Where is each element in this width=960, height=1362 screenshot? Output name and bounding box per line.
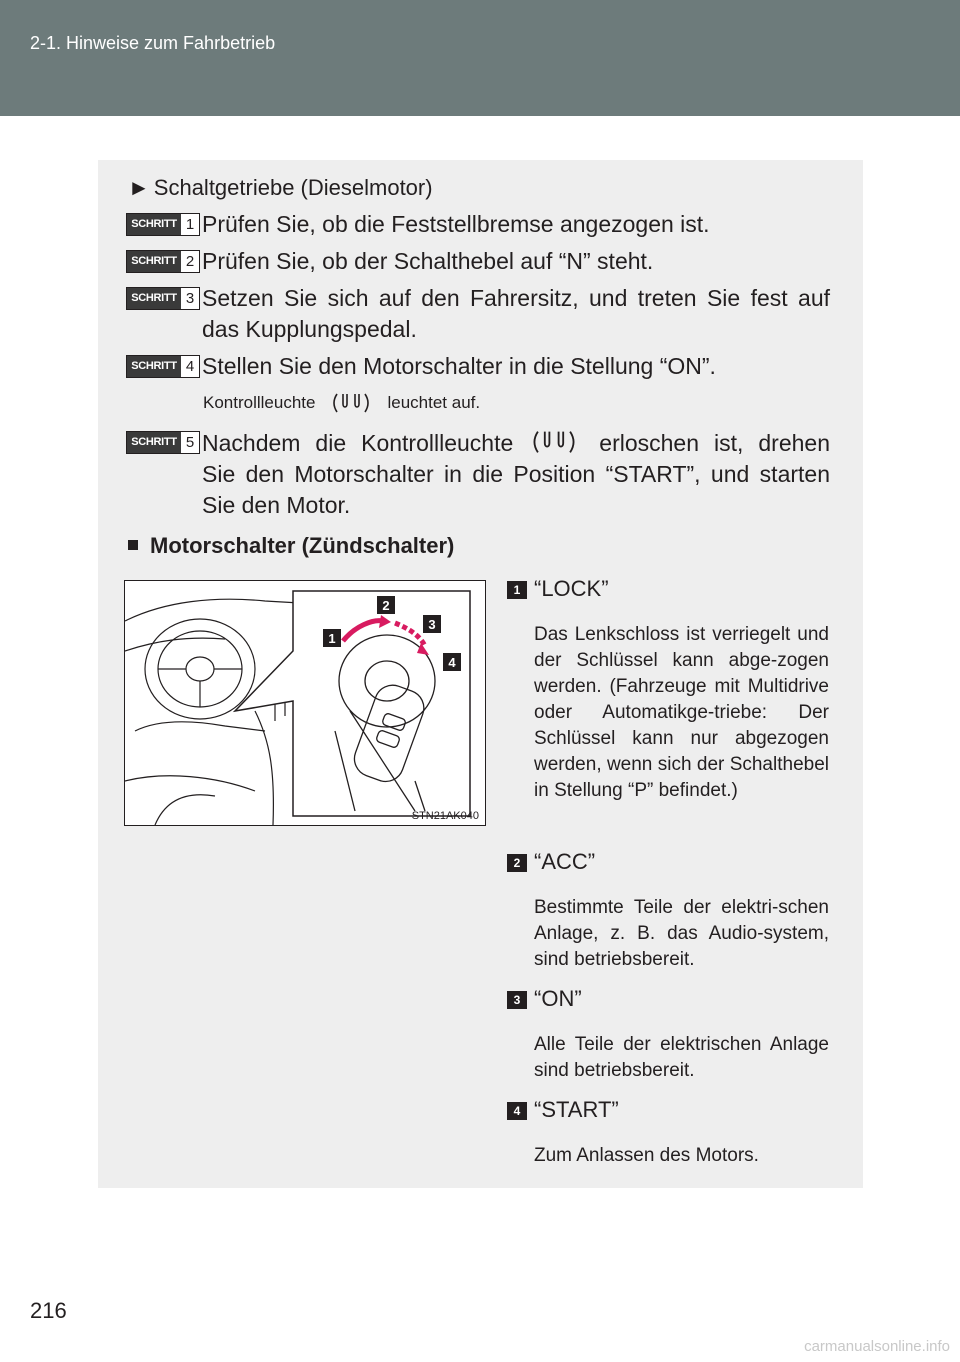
glow-plug-indicator-icon — [531, 427, 577, 457]
position-label: “LOCK” — [534, 576, 609, 601]
step-badge-word: SCHRITT — [127, 214, 181, 235]
position-label: “ON” — [534, 986, 582, 1011]
step-text: Prüfen Sie, ob die Feststellbremse angezogen ist. — [202, 211, 710, 237]
subsection-title — [128, 533, 454, 559]
step-badge-word: SCHRITT — [127, 288, 181, 309]
page-header — [0, 0, 960, 116]
step-badge — [126, 287, 200, 310]
step-badge-word: SCHRITT — [127, 356, 181, 377]
callout-4 — [443, 653, 461, 671]
step-text: Stellen Sie den Motorschalter in die Stellung “ON”. — [202, 353, 716, 379]
position-number: 4 — [507, 1102, 527, 1120]
svg-text:4: 4 — [448, 655, 456, 670]
step-badge-number: 4 — [185, 358, 195, 375]
step-badge-number: 2 — [185, 253, 195, 270]
step-text — [202, 427, 830, 521]
step-text: Setzen Sie sich auf den Fahrersitz, und treten Sie fest auf das Kupplungspedal. — [202, 285, 830, 342]
step-badge-number: 3 — [185, 290, 195, 307]
triangle-marker-icon: ► — [128, 175, 150, 200]
step-text-after: erloschen ist, drehen Sie den Motorschalter in die Position “START”, und starten Sie den Motor. — [202, 430, 831, 518]
position-number: 2 — [507, 854, 527, 872]
subsection-title-text: Motorschalter (Zündschalter) — [150, 533, 455, 558]
step-badge — [126, 431, 200, 454]
position-description: Das Lenkschloss ist verriegelt und der Schlüssel kann abge-zogen werden. (Fahrzeuge mit Multidrive oder Automatikge-triebe: Der Schlüssel kann nur abgezogen werden, wenn sich der Schalthebel in Stellung “P” befindet.) — [534, 624, 829, 801]
callout-2 — [377, 596, 395, 614]
callout-3 — [423, 615, 441, 633]
glow-plug-indicator-icon — [331, 390, 371, 416]
note-text-before: Kontrollleuchte — [203, 393, 316, 412]
step-badge-number: 1 — [185, 216, 195, 233]
step-text: Prüfen Sie, ob der Schalthebel auf “N” steht. — [202, 248, 654, 274]
position-label: “START” — [534, 1097, 619, 1122]
dashboard-drawing — [125, 581, 485, 825]
step-badge-number: 5 — [185, 434, 195, 451]
step-badge — [126, 250, 200, 273]
svg-text:1: 1 — [328, 631, 336, 646]
svg-text:2: 2 — [382, 598, 390, 613]
step-badge — [126, 213, 200, 236]
note-text-after: leuchtet auf. — [387, 393, 481, 412]
page-number: 216 — [30, 1298, 67, 1323]
callout-1 — [323, 629, 341, 647]
figure-code: STN21AK040 — [411, 810, 479, 822]
position-label: “ACC” — [534, 849, 596, 874]
square-bullet-icon — [128, 540, 138, 550]
step-text-before: Nachdem die Kontrollleuchte — [202, 430, 514, 456]
step-badge-word: SCHRITT — [127, 432, 181, 453]
position-description: Zum Anlassen des Motors. — [534, 1145, 759, 1166]
position-description: Bestimmte Teile der elektri-schen Anlage, z. B. das Audio-system, sind betriebsbereit. — [534, 897, 829, 970]
position-description: Alle Teile der elektrischen Anlage sind betriebsbereit. — [534, 1034, 829, 1081]
ignition-switch-illustration — [124, 580, 486, 826]
step-badge-word: SCHRITT — [127, 251, 181, 272]
section-title — [128, 175, 433, 201]
watermark: carmanualsonline.info — [804, 1338, 950, 1355]
svg-text:3: 3 — [428, 617, 436, 632]
position-number: 3 — [507, 991, 527, 1009]
step-badge — [126, 355, 200, 378]
indicator-note — [203, 390, 480, 416]
chapter-title: 2-1. Hinweise zum Fahrbetrieb — [30, 33, 276, 53]
section-title-text: Schaltgetriebe (Dieselmotor) — [153, 175, 433, 200]
position-number: 1 — [507, 581, 527, 599]
